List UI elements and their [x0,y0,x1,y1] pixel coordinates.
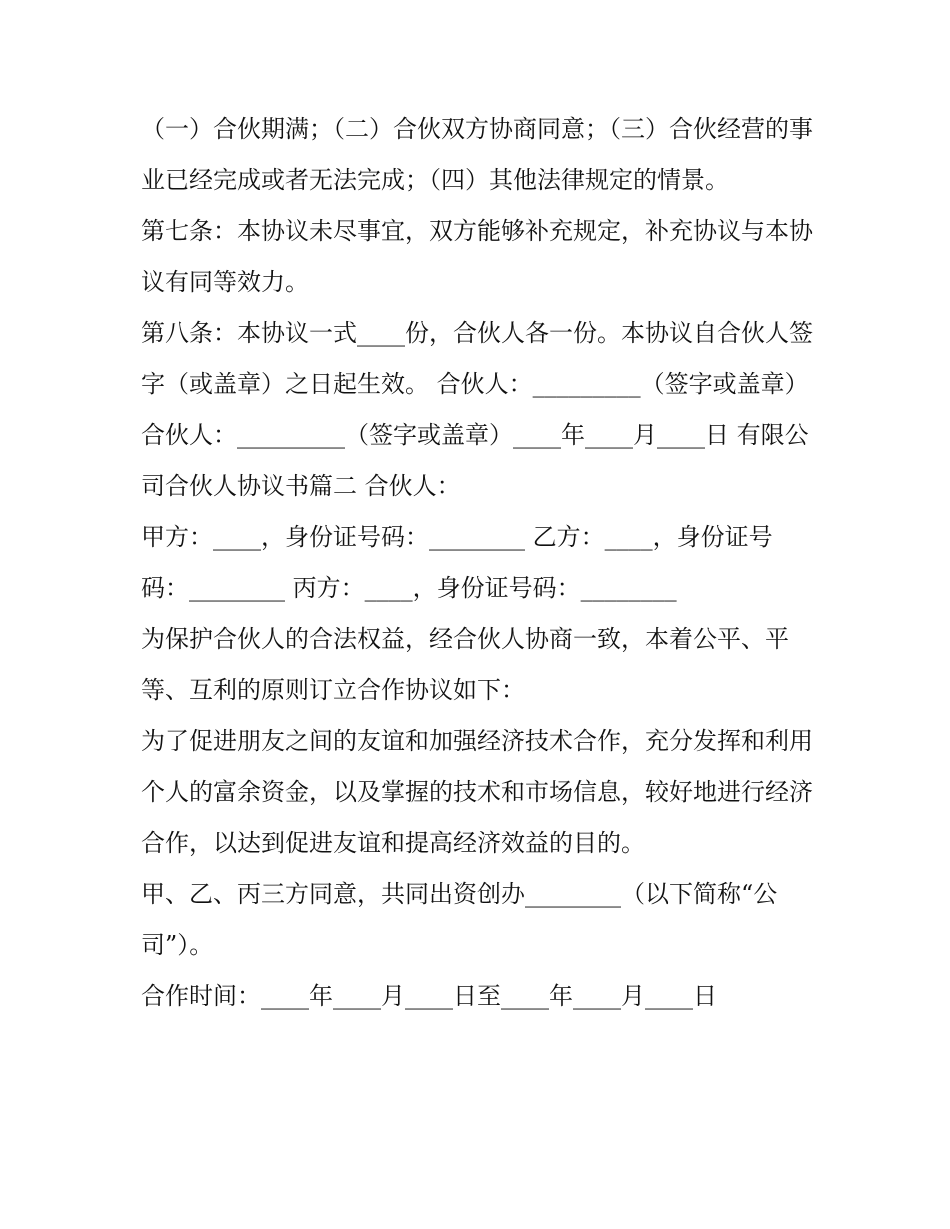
paragraph-purpose-protection: 为保护合伙人的合法权益，经合伙人协商一致，本着公平、平等、互利的原则订立合作协议如下： [141,625,789,704]
paragraph-cooperation-period: 合作时间：____年____月____日至____年____月____日 [141,982,717,1010]
paragraph-parties-ids: 甲方：____，身份证号码：________ 乙方：____，身份证号码：________ 丙方：____，身份证号码：________ [141,523,773,602]
paragraph-article-eight: 第八条：本协议一式____份，合伙人各一份。本协议自合伙人签字（或盖章）之日起生效。 合伙人：_________（签字或盖章） [141,319,813,398]
paragraph-article-seven: 第七条：本协议未尽事宜，双方能够补充规定，补充协议与本协议有同等效力。 [141,217,813,296]
paragraph-signature-date: 合伙人：_________（签字或盖章）____年____月____日 有限公司合伙人协议书篇二 合伙人： [141,421,809,500]
paragraph-company-founding: 甲、乙、丙三方同意，共同出资创办________（以下简称“公司”）。 [141,880,778,959]
document-body [141,104,813,1022]
paragraph-purpose-cooperation: 为了促进朋友之间的友谊和加强经济技术合作，充分发挥和利用个人的富余资金，以及掌握的技术和市场信息，较好地进行经济合作，以达到促进友谊和提高经济效益的目的。 [141,727,813,857]
paragraph-dissolution-conditions: （一）合伙期满；（二）合伙双方协商同意；（三）合伙经营的事业已经完成或者无法完成；（四）其他法律规定的情景。 [141,115,813,194]
